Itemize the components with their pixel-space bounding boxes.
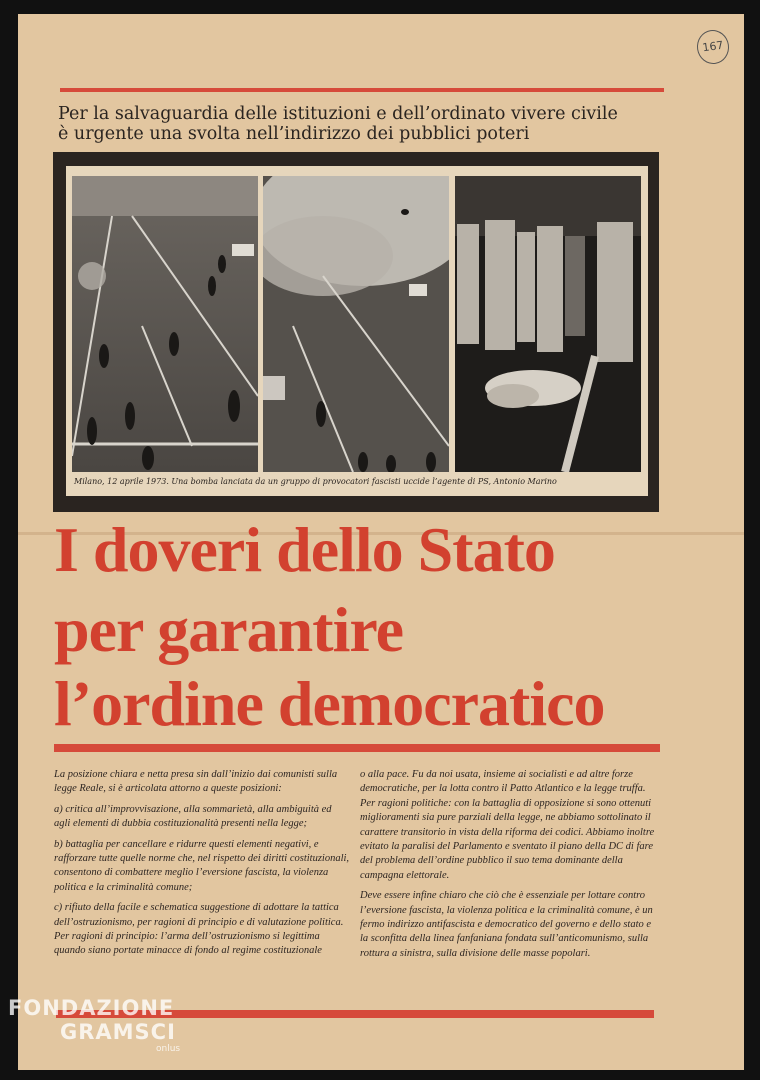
photo-street-left — [72, 176, 258, 472]
subtitle — [58, 104, 658, 144]
watermark-line-3: onlus — [156, 1044, 181, 1054]
photo-street-center — [263, 176, 449, 472]
right-paragraph-1: o alla pace. Fu da noi usata, insieme ai socialisti e ad altre forze democratiche, per la lotta contro il Patto Atlantico e la legge truffa. — [360, 769, 646, 795]
headline-line-2: per garantire — [54, 594, 403, 665]
point-c: c) rifiuto della facile e schematica suggestione di adottare la tattica dell’ostruzionismo, per ragioni di principio e di valutazione politica. Per ragioni di principio: l’arma dell’ostruzionismo si legittima quando siano portate minacce di fondo al regime costituzionale — [54, 902, 344, 957]
right-paragraph-3: Deve essere infine chiaro che ciò che è essenziale per lottare contro l’eversione fascista, la violenza politica e la criminalità comune, è un fermo indirizzo antifascista e democratico del governo e dello stato e la sconfitta della linea fanfaniana fondata sull’anticomunismo, sulla rottura a sinistra, sulla divisione delle masse popolari. — [360, 890, 653, 959]
top-red-rule — [60, 88, 664, 92]
body-column-left — [54, 768, 350, 965]
subtitle-line-1: Per la salvaguardia delle istituzioni e dell’ordinato vivere civile — [58, 104, 618, 124]
body-column-right — [360, 768, 656, 967]
point-b: b) battaglia per cancellare e ridurre questi elementi negativi, e rafforzare tutte quelle norme che, nel rispetto dei diritti costituzionali, consentono di combattere meglio l’eversione fascista, la violenza politica e la criminalità comune; — [54, 838, 350, 893]
photo-caption: Milano, 12 aprile 1973. Una bomba lanciata da un gruppo di provocatori fascisti uccide l’agente di PS, Antonio Marino — [74, 477, 557, 486]
subtitle-line-2: è urgente una svolta nell’indirizzo dei pubblici poteri — [58, 124, 530, 144]
fondazione-gramsci-watermark — [8, 996, 180, 1054]
headline-line-1: I doveri dello Stato — [54, 514, 555, 585]
photo-victim — [455, 176, 641, 472]
intro-paragraph: La posizione chiara e netta presa sin dall’inizio dai comunisti sulla legge Reale, si è articolata attorno a queste posizioni: — [54, 769, 338, 795]
watermark-line-1: FONDAZIONE — [8, 996, 175, 1020]
watermark-line-2: GRAMSCI — [60, 1020, 176, 1044]
right-paragraph-2: Per ragioni politiche: con la battaglia di opposizione si sono ottenuti miglioramenti sia pure parziali della legge, ne abbiamo sottolinato il carattere transitorio in vista della riforma dei codici. Abbiamo inoltre evitato la paralisi del Parlamento e sventato il piano della DC di fare del problema dell’ordine pubblico il suo tema dominante della campagna elettorale. — [360, 797, 655, 881]
headline-red-rule — [54, 744, 660, 752]
point-a: a) critica all’improvvisazione, alla sommarietà, alla ambiguità ed agli elementi di dubbia costituzionalità presenti nella legge; — [54, 803, 332, 830]
archive-number-stamp: 167 — [695, 28, 731, 66]
headline-line-3: l’ordine democratico — [54, 668, 605, 739]
